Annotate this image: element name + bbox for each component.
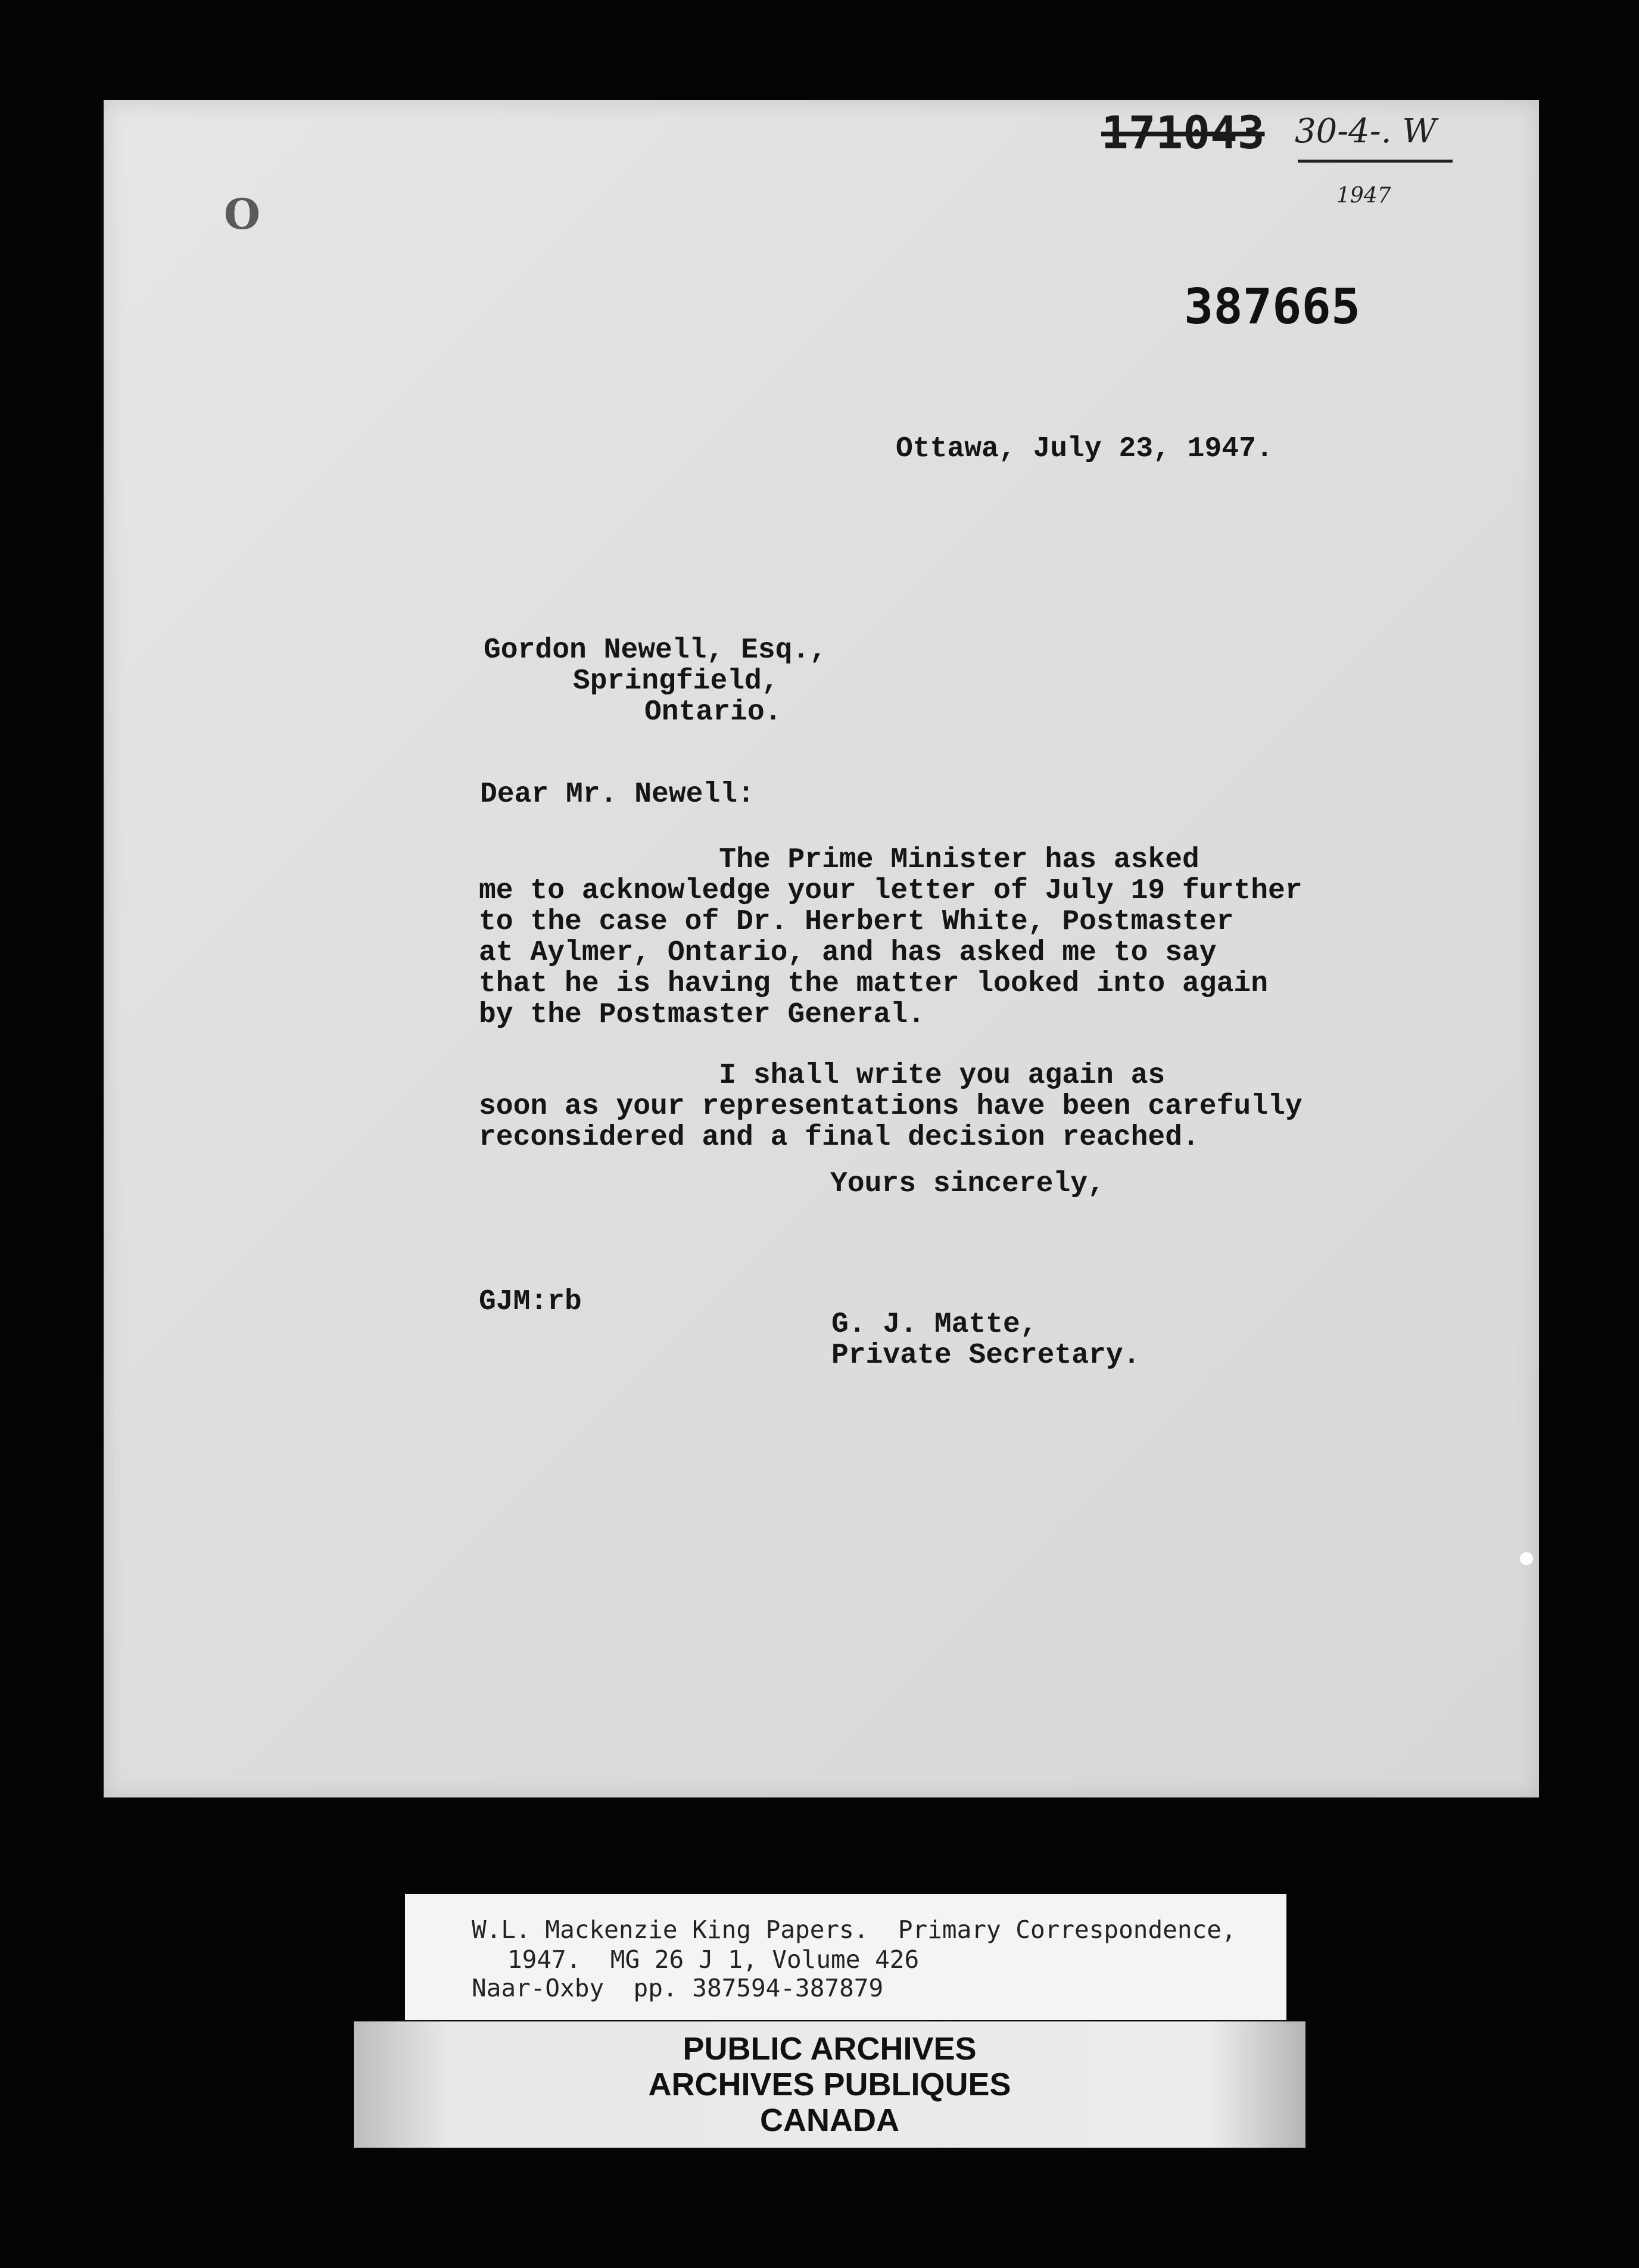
archive-citation-label — [405, 1894, 1286, 2020]
stamp-line-1: PUBLIC ARCHIVES — [683, 2031, 977, 2067]
document-number: 387665 — [1184, 279, 1361, 335]
handwritten-reference: 30-4-. W — [1295, 112, 1437, 151]
recipient-name: Gordon Newell, Esq., — [484, 634, 827, 666]
stamp-line-2: ARCHIVES PUBLIQUES — [648, 2067, 1011, 2102]
letter-page — [104, 100, 1539, 1797]
body-paragraph-2: I shall write you again as soon as your representations have been carefully reconsidered and a final decision reached. — [479, 1060, 1303, 1154]
citation-line-2: 1947. MG 26 J 1, Volume 426 — [507, 1945, 920, 1974]
archives-stamp — [354, 2021, 1305, 2148]
recipient-province: Ontario. — [644, 696, 782, 728]
paper-speck — [1520, 1552, 1533, 1565]
citation-line-1: W.L. Mackenzie King Papers. Primary Correspondence, — [472, 1915, 1236, 1944]
struck-file-number: 171043 — [1101, 106, 1265, 159]
citation-line-3: Naar-Oxby pp. 387594-387879 — [472, 1974, 884, 2002]
handwritten-underline — [1298, 160, 1453, 163]
signature-block — [831, 1309, 1140, 1371]
letter-date: Ottawa, July 23, 1947. — [896, 433, 1273, 465]
salutation: Dear Mr. Newell: — [480, 778, 755, 811]
signer-title: Private Secretary. — [831, 1339, 1141, 1372]
signer-name: G. J. Matte, — [831, 1309, 1037, 1341]
body-paragraph-1: The Prime Minister has asked me to acknowledge your letter of July 19 further to the case of Dr. Herbert White, Postmaster at Aylmer, Ontario, and has asked me to say that he is having the matter looked into again by the Postmaster General. — [479, 844, 1303, 1031]
recipient-city: Springfield, — [573, 665, 779, 697]
circle-mark: O — [224, 189, 260, 239]
handwritten-year: 1947 — [1336, 183, 1391, 208]
reference-initials: GJM:rb — [479, 1286, 582, 1318]
stamp-line-3: CANADA — [760, 2102, 899, 2138]
closing: Yours sincerely, — [830, 1168, 1105, 1200]
